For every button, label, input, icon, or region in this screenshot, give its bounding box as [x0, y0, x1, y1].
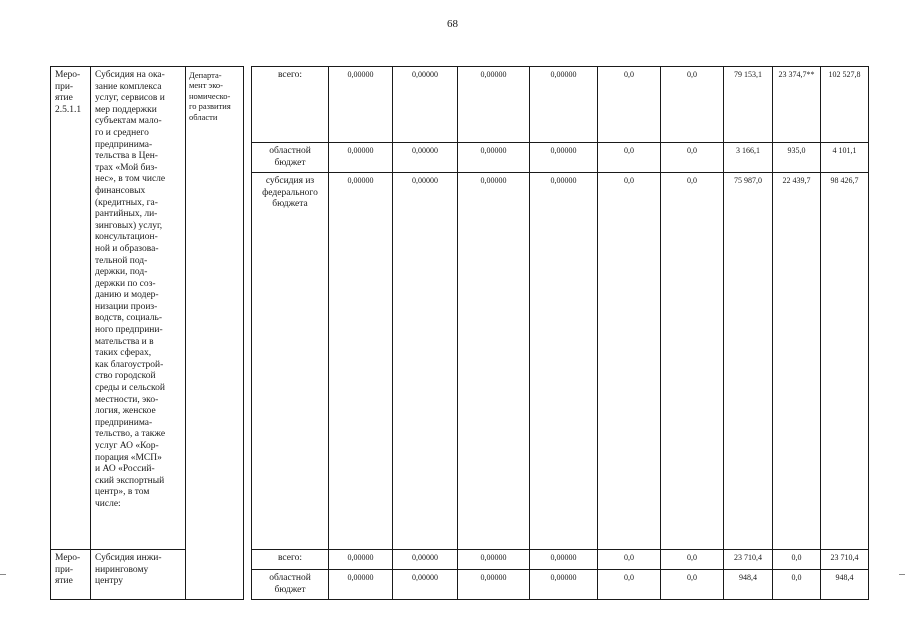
value-cell: 0,0 — [598, 67, 661, 143]
value-cell: 75 987,0 — [724, 173, 773, 550]
value-cell: 0,00000 — [530, 550, 598, 570]
column-gap — [244, 67, 252, 550]
value-cell: 0,00000 — [329, 67, 393, 143]
funding-source-cell: субсидия из федерального бюджета — [252, 173, 329, 550]
value-cell: 0,0 — [661, 550, 724, 570]
value-cell: 0,0 — [598, 143, 661, 173]
value-cell: 22 439,7 — [773, 173, 821, 550]
value-cell: 4 101,1 — [821, 143, 869, 173]
value-cell: 0,00000 — [530, 143, 598, 173]
event-name-cell: Субсидия инжи- ниринговому центру — [91, 550, 186, 600]
value-cell: 0,00000 — [458, 143, 530, 173]
value-cell: 23 710,4 — [821, 550, 869, 570]
funding-source-cell: всего: — [252, 550, 329, 570]
value-cell: 0,00000 — [393, 173, 458, 550]
value-cell: 0,0 — [773, 550, 821, 570]
value-cell: 0,00000 — [530, 173, 598, 550]
event-name-cell: Субсидия на ока- зание комплекса услуг, сервисов и мер поддержки субъектам мало- го и среднего предпринима- тельства в Цен- трах «Мой биз- нес», в том числе финансовых (кредитных, га- рантийных, ли- зинговых) услуг, консультацион- ной и образова- тельной под- держки, под- держки по соз- данию и модер- низации произ- водств, социаль- ного предприни- мательства и в таких сферах, как благоустрой- ство городской среды и сельской местности, эко- логия, женское предпринима- тельство, а также услуг АО «Кор- порация «МСП» и АО «Россий- ский экспортный центр», в том числе: — [91, 67, 186, 550]
value-cell: 0,00000 — [329, 570, 393, 600]
budget-table-wrapper — [50, 66, 869, 600]
value-cell: 0,00000 — [458, 550, 530, 570]
executor-cell: Департа- мент эко- номическо- го развития области — [186, 67, 244, 550]
value-cell: 23 374,7** — [773, 67, 821, 143]
value-cell: 0,00000 — [393, 67, 458, 143]
value-cell: 0,00000 — [393, 550, 458, 570]
value-cell: 0,00000 — [530, 67, 598, 143]
value-cell: 23 710,4 — [724, 550, 773, 570]
value-cell: 0,0 — [661, 173, 724, 550]
event-code-cell: Меро- при- ятие — [51, 550, 91, 600]
value-cell: 0,0 — [598, 570, 661, 600]
value-cell: 0,00000 — [329, 143, 393, 173]
table-row — [51, 550, 869, 570]
value-cell: 0,0 — [598, 173, 661, 550]
value-cell: 948,4 — [821, 570, 869, 600]
value-cell: 0,00000 — [530, 570, 598, 600]
value-cell: 0,00000 — [458, 173, 530, 550]
value-cell: 79 153,1 — [724, 67, 773, 143]
funding-source-cell: областной бюджет — [252, 570, 329, 600]
value-cell: 0,0 — [661, 570, 724, 600]
value-cell: 948,4 — [724, 570, 773, 600]
right-edge-mark — [899, 574, 905, 575]
funding-source-cell: всего: — [252, 67, 329, 143]
executor-cell — [186, 550, 244, 600]
value-cell: 0,00000 — [458, 67, 530, 143]
value-cell: 3 166,1 — [724, 143, 773, 173]
value-cell: 0,0 — [598, 550, 661, 570]
value-cell: 0,0 — [661, 67, 724, 143]
budget-table — [50, 66, 869, 600]
value-cell: 0,0 — [661, 143, 724, 173]
value-cell: 0,00000 — [458, 570, 530, 600]
value-cell: 935,0 — [773, 143, 821, 173]
table-row — [51, 67, 869, 143]
value-cell: 0,00000 — [393, 570, 458, 600]
funding-source-cell: областной бюджет — [252, 143, 329, 173]
value-cell: 0,0 — [773, 570, 821, 600]
value-cell: 0,00000 — [329, 173, 393, 550]
value-cell: 102 527,8 — [821, 67, 869, 143]
event-code-cell: Меро- при- ятие 2.5.1.1 — [51, 67, 91, 550]
column-gap — [244, 550, 252, 600]
value-cell: 0,00000 — [393, 143, 458, 173]
value-cell: 0,00000 — [329, 550, 393, 570]
page-number: 68 — [447, 18, 458, 30]
left-edge-mark — [0, 574, 6, 575]
value-cell: 98 426,7 — [821, 173, 869, 550]
